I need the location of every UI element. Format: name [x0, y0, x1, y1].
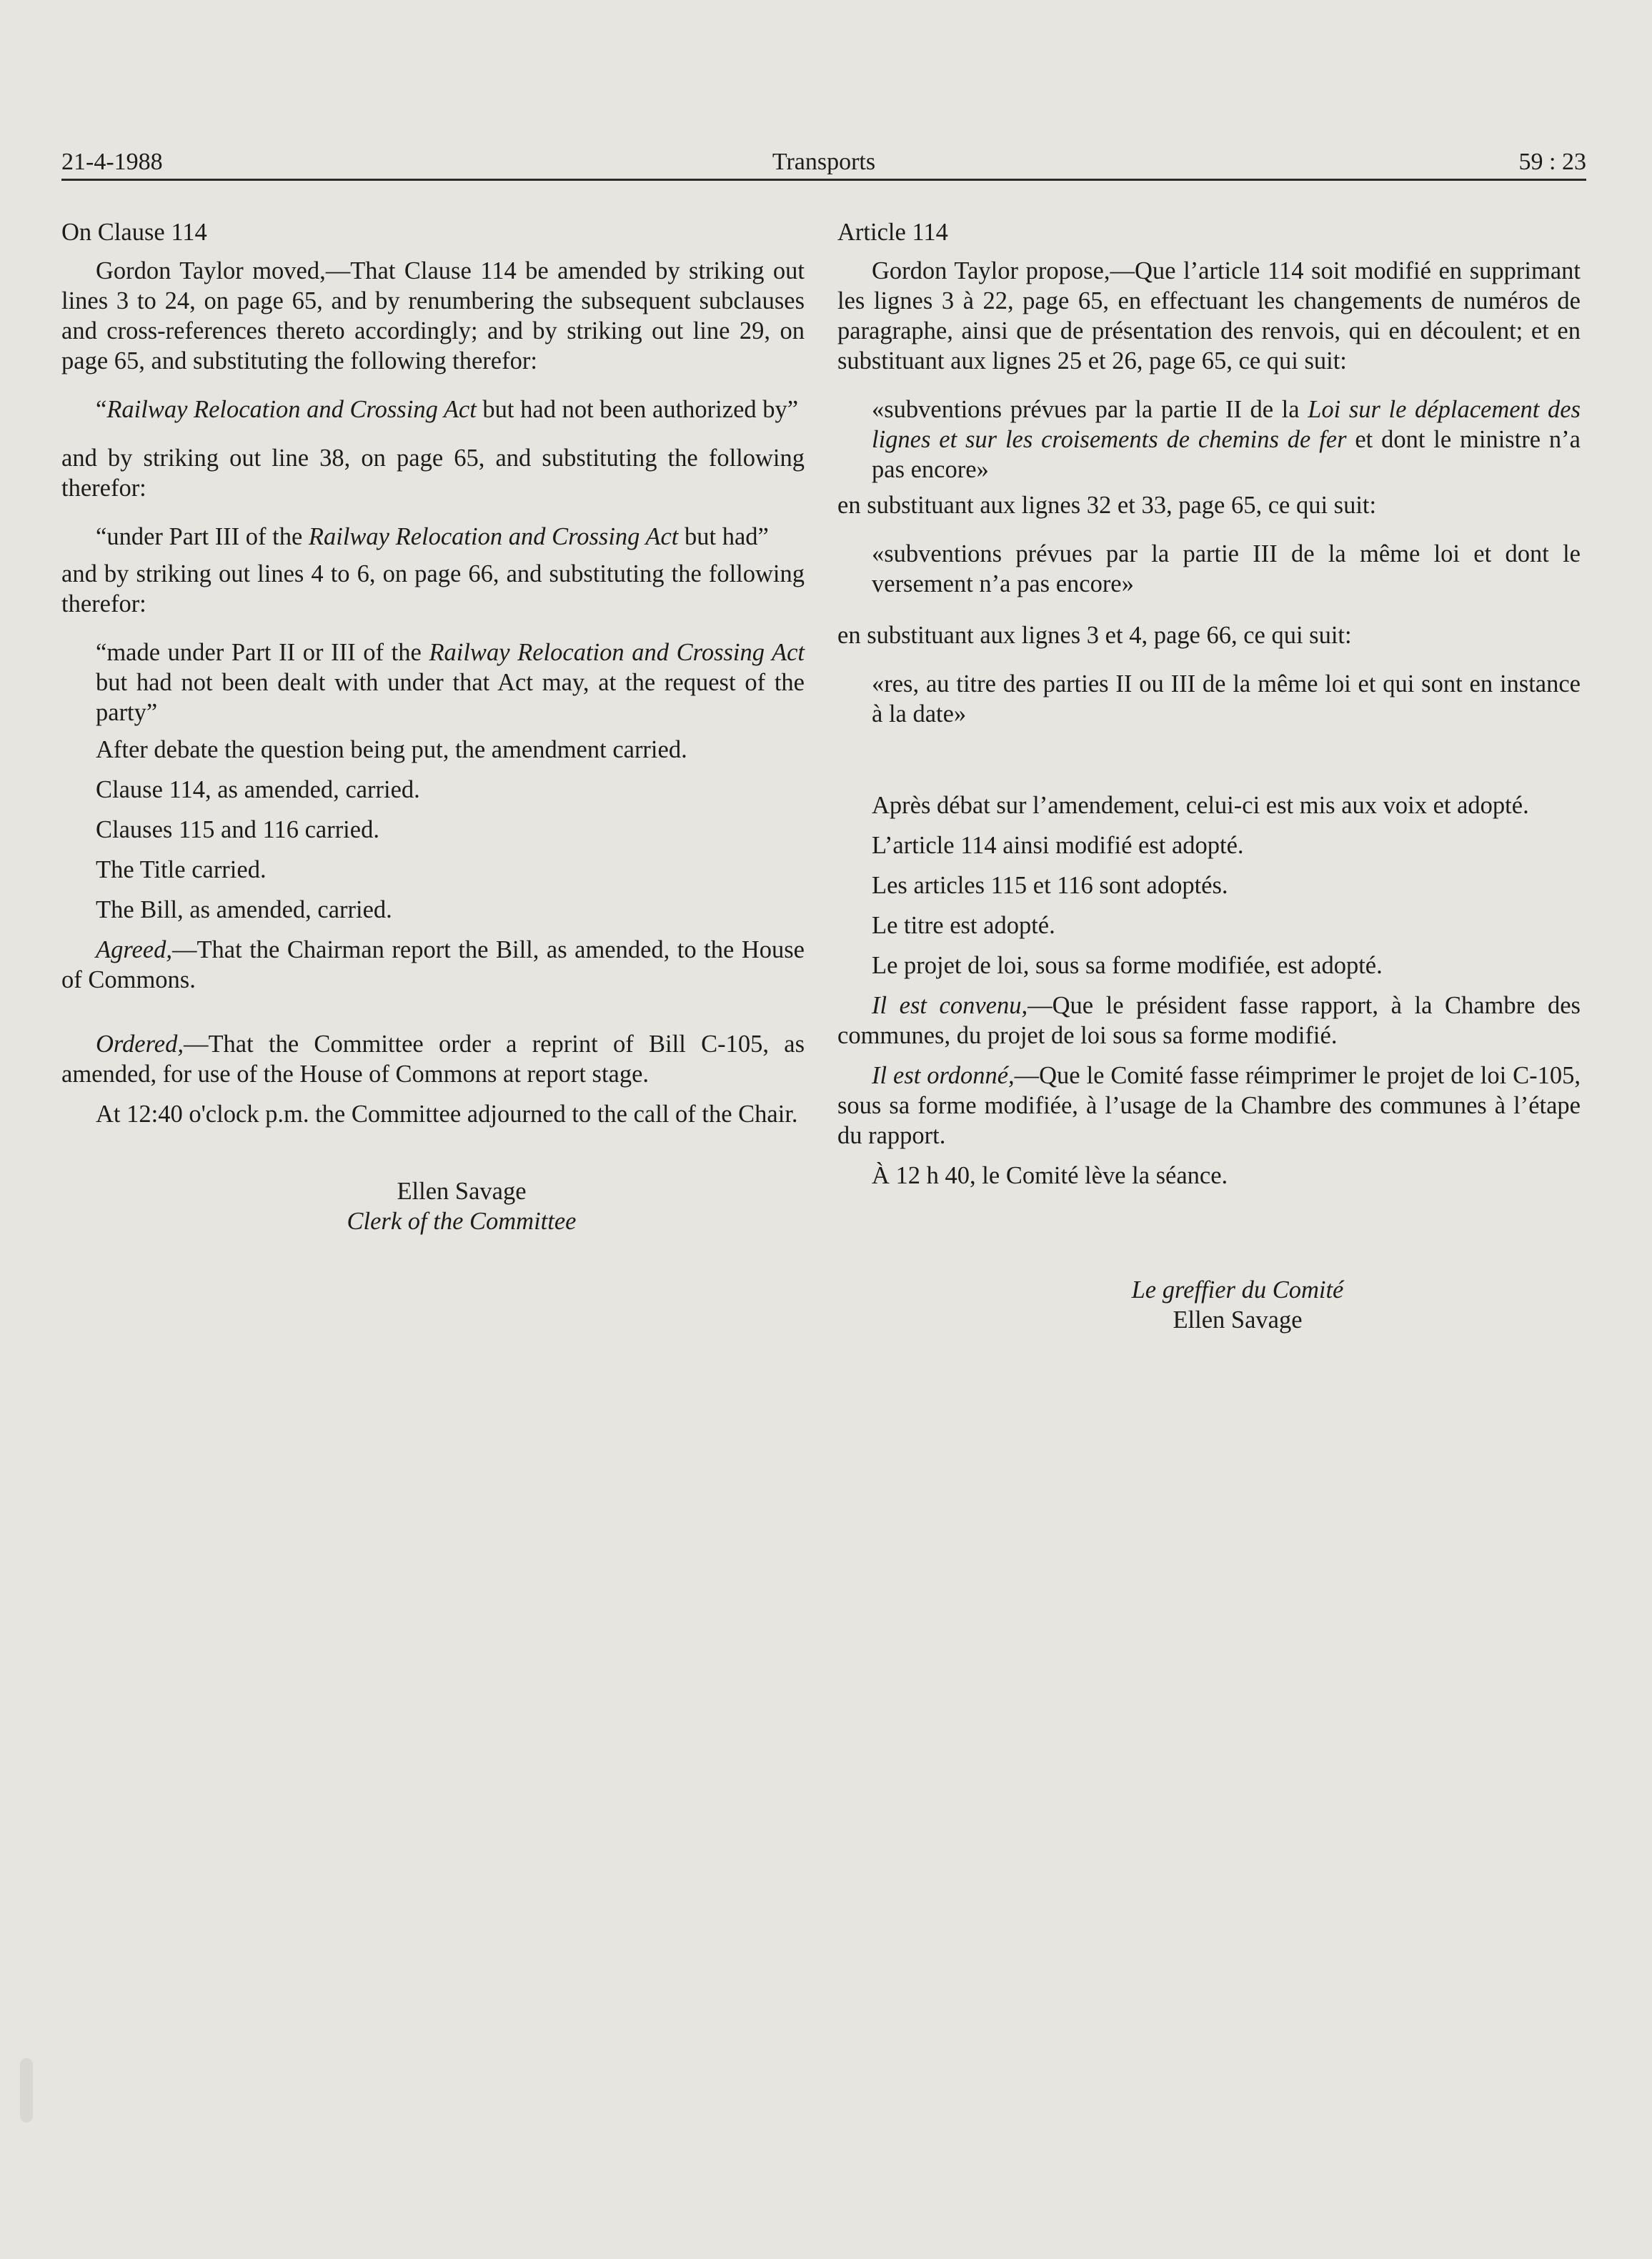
debate-paragraph: After debate the question being put, the amendment carried. — [96, 736, 687, 763]
act-title: Railway Relocation and Crossing Act — [308, 523, 679, 550]
amendment-quote-2 — [61, 522, 805, 552]
clause-114-carried: Clause 114, as amended, carried. — [96, 776, 420, 803]
amendment-quote-2: «subventions prévues par la partie III de la même loi et dont le versement n’a pas encore» — [872, 540, 1581, 597]
quote-open: “ — [96, 396, 107, 423]
ordered-label: Ordered, — [96, 1031, 184, 1058]
title-carried: The Title carried. — [96, 856, 267, 883]
amendment-quote-1 — [837, 394, 1581, 485]
ordered-text: —Que le Comité fasse réimprimer le projet de loi C-105, sous sa forme modifiée, à l’usage de la Chambre des communes à l’étape du rapport. — [837, 1062, 1581, 1149]
section-heading: Article 114 — [837, 219, 948, 246]
quote-text: but had” — [678, 523, 769, 550]
english-column — [61, 217, 805, 1236]
quote-text: but had not been dealt with under that Act may, at the request of the party” — [96, 669, 805, 726]
debate-paragraph: Après débat sur l’amendement, celui-ci est mis aux voix et adopté. — [872, 792, 1529, 819]
ordered-label: Il est ordonné, — [872, 1062, 1015, 1089]
clerk-name: Ellen Savage — [397, 1178, 527, 1205]
amendment-paragraph-2: en substituant aux lignes 32 et 33, page 65, ce qui suit: — [837, 492, 1377, 519]
act-title: Railway Relocation and Crossing Act — [106, 396, 477, 423]
act-title: Loi sur le déplacement des lignes et sur les croisements de chemins de fer — [872, 396, 1581, 453]
quote-text: «subventions prévues par la partie II de la — [872, 396, 1308, 423]
quote-text: et dont le ministre n’a pas encore» — [872, 426, 1581, 483]
quote-text: “made under Part II or III of the — [96, 639, 429, 666]
margin-mark — [20, 2058, 33, 2123]
ordered-text: —That the Committee order a reprint of Bill C-105, as amended, for use of the House of Commons at report stage. — [61, 1031, 805, 1088]
amendment-paragraph-3: en substituant aux lignes 3 et 4, page 66, ce qui suit: — [837, 622, 1352, 649]
bill-adopted: Le projet de loi, sous sa forme modifiée, est adopté. — [872, 952, 1383, 979]
clauses-115-116-adopted: Les articles 115 et 116 sont adoptés. — [872, 872, 1228, 899]
amendment-quote-3 — [61, 637, 805, 728]
adjournment-paragraph: At 12:40 o'clock p.m. the Committee adjourned to the call of the Chair. — [96, 1101, 798, 1128]
amendment-quote-1 — [61, 394, 805, 425]
agreed-text: —That the Chairman report the Bill, as amended, to the House of Commons. — [61, 936, 805, 993]
header-title: Transports — [772, 149, 876, 175]
agreed-paragraph — [837, 991, 1581, 1051]
motion-paragraph: Gordon Taylor propose,—Que l’article 114 soit modifié en supprimant les lignes 3 à 22, page 65, en effectuant les changements de numéros de paragraphe, ainsi que de présentation des renvois, qui en découlent; et en substituant aux lignes 25 et 26, page 65, ce qui suit: — [837, 257, 1581, 374]
ordered-paragraph — [837, 1061, 1581, 1151]
amendment-quote-3: «res, au titre des parties II ou III de la même loi et qui sont en instance à la date» — [872, 670, 1581, 728]
agreed-text: —Que le président fasse rapport, à la Chambre des communes, du projet de loi sous sa forme modifié. — [837, 992, 1581, 1049]
title-adopted: Le titre est adopté. — [872, 912, 1055, 939]
quote-text: “under Part III of the — [96, 523, 309, 550]
header-date: 21-4-1988 — [61, 149, 163, 175]
agreed-paragraph — [61, 935, 805, 995]
clauses-115-116-carried: Clauses 115 and 116 carried. — [96, 816, 379, 843]
ordered-paragraph — [61, 1029, 805, 1089]
adjournment-paragraph: À 12 h 40, le Comité lève la séance. — [872, 1162, 1228, 1189]
page-header — [61, 140, 1586, 181]
agreed-label: Il est convenu, — [872, 992, 1028, 1019]
bill-carried: The Bill, as amended, carried. — [96, 896, 392, 923]
quote-text: but had not been authorized by” — [476, 396, 799, 423]
amendment-paragraph-2: and by striking out line 38, on page 65, and substituting the following therefor: — [61, 445, 805, 502]
act-title: Railway Relocation and Crossing Act — [429, 639, 805, 666]
clause-114-adopted: L’article 114 ainsi modifié est adopté. — [872, 832, 1244, 859]
amendment-paragraph-3: and by striking out lines 4 to 6, on page 66, and substituting the following therefor: — [61, 560, 805, 617]
clerk-title: Le greffier du Comité — [1131, 1276, 1344, 1304]
motion-paragraph: Gordon Taylor moved,—That Clause 114 be amended by striking out lines 3 to 24, on page 65, and by renumbering the subsequent subclauses and cross-references thereto accordingly; and by striking out line 29, on page 65, and substituting the following therefor: — [61, 257, 805, 374]
clerk-title: Clerk of the Committee — [347, 1208, 577, 1235]
clerk-name: Ellen Savage — [1173, 1306, 1303, 1334]
french-column — [837, 217, 1581, 1335]
section-heading: On Clause 114 — [61, 219, 207, 246]
agreed-label: Agreed, — [96, 936, 172, 963]
header-page-number: 59 : 23 — [1518, 149, 1586, 175]
